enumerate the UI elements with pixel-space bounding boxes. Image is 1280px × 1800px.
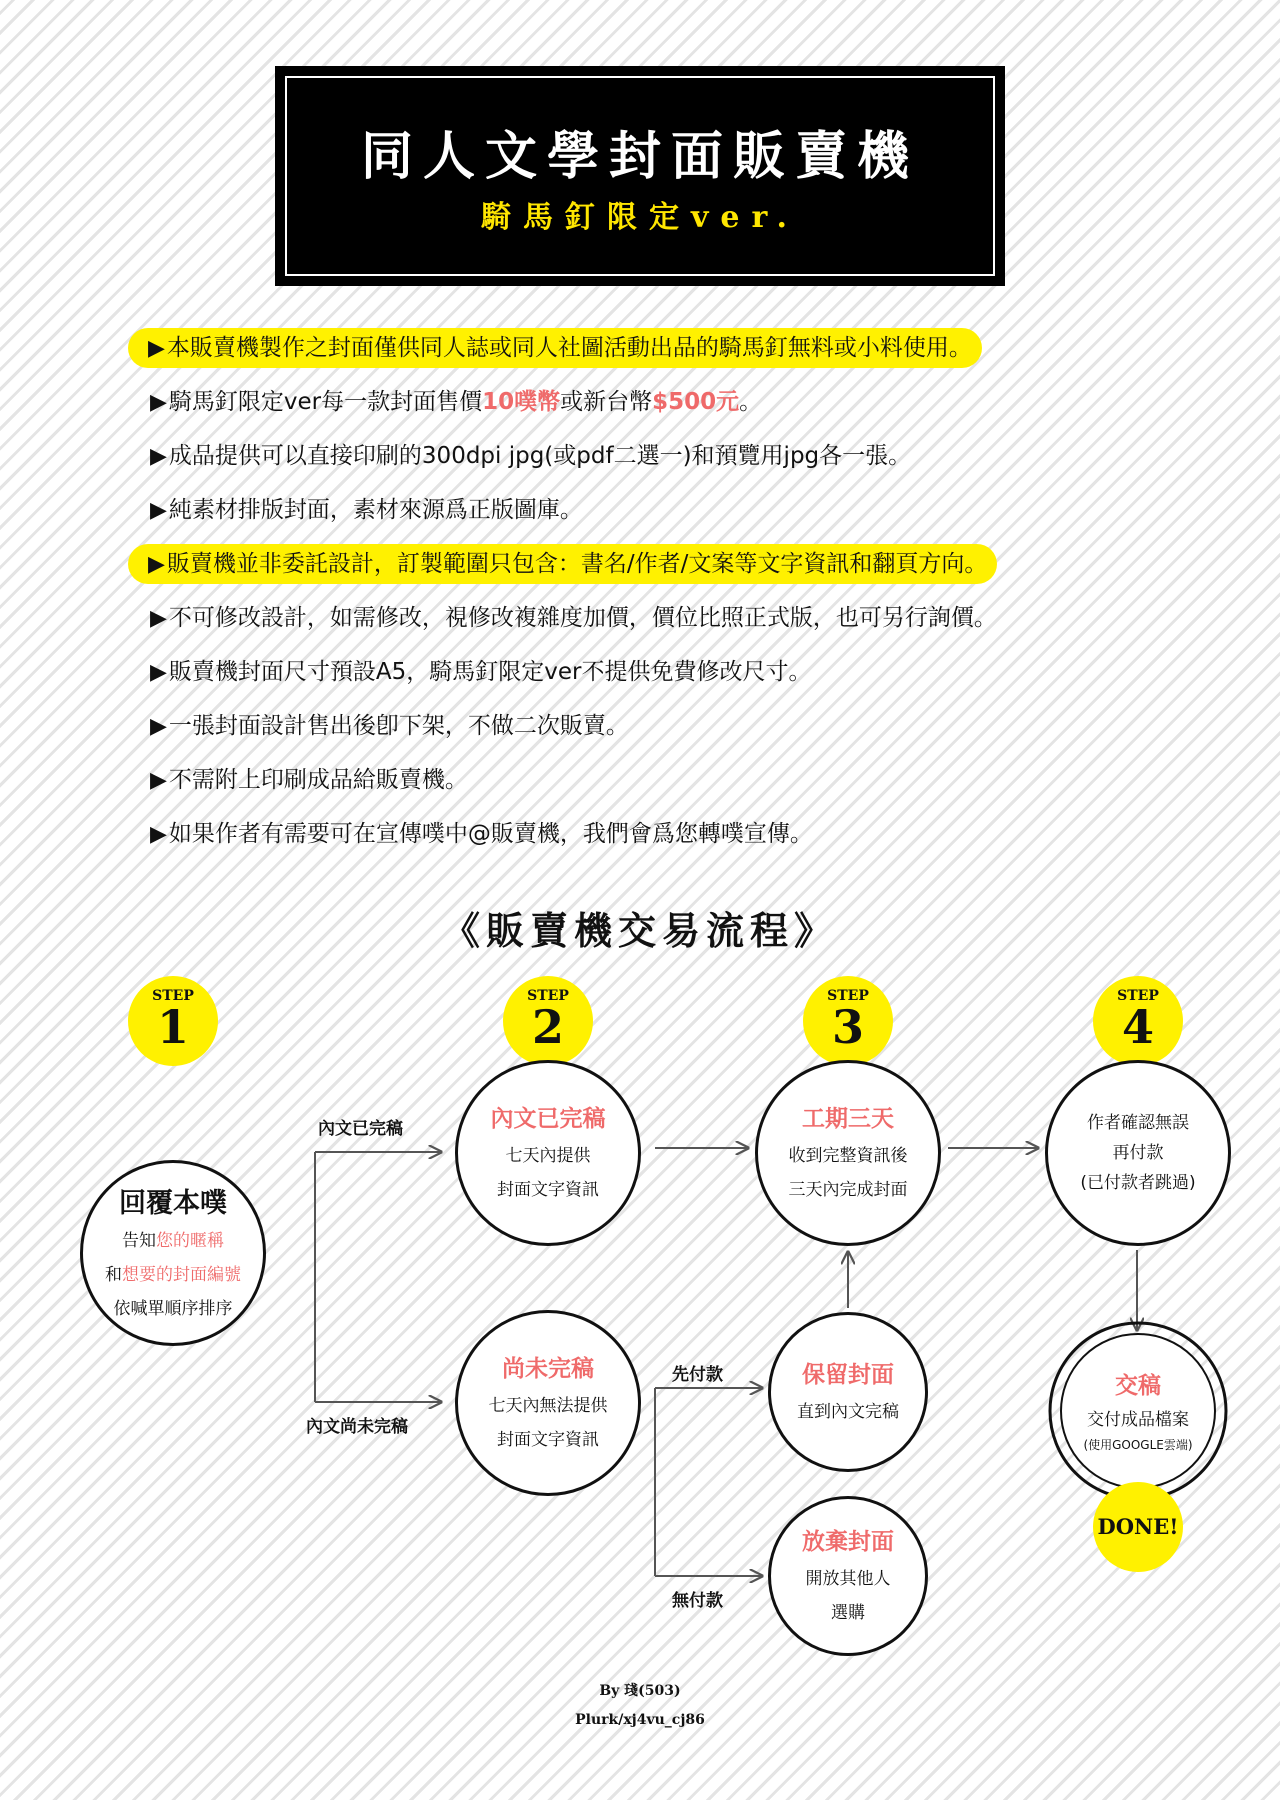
node-abandon-cover: [768, 1496, 928, 1656]
step-number: 2: [531, 1000, 564, 1054]
rule-text: 騎馬釘限定ver每一款封面售價: [168, 389, 483, 415]
triangle-bullet-icon: ▶: [150, 498, 167, 523]
credit-author: By 琖(503): [599, 1683, 681, 1699]
node-heading: 交稿: [1115, 1372, 1161, 1399]
node-line: 再付款: [1112, 1143, 1164, 1163]
node-work-three-days: [755, 1060, 941, 1246]
edge-label-not-done: 內文尚未完稿: [306, 1417, 408, 1437]
triangle-bullet-icon: ▶: [150, 714, 167, 739]
step-badge-4: [1093, 976, 1183, 1066]
step-number: 3: [831, 1000, 864, 1054]
node-text: 告知: [122, 1230, 156, 1251]
node-line: 封面文字資訊: [497, 1179, 599, 1200]
triangle-bullet-icon: ▶: [150, 444, 167, 469]
node-heading: 保留封面: [802, 1361, 894, 1388]
node-highlight: 您的暱稱: [156, 1230, 224, 1251]
node-heading: 尚未完稿: [502, 1355, 594, 1382]
triangle-bullet-icon: ▶: [148, 552, 165, 577]
triangle-bullet-icon: ▶: [148, 336, 165, 361]
rule-text: 如果作者有需要可在宣傳噗中@販賣機，我們會爲您轉噗宣傳。: [168, 821, 813, 847]
rule-text: 販賣機並非委託設計，訂製範圍只包含：書名/作者/文案等文字資訊和翻頁方向。: [166, 551, 988, 577]
node-line: 依喊單順序排序: [113, 1298, 233, 1319]
step-number: 1: [156, 1000, 189, 1054]
rule-text: 本販賣機製作之封面僅供同人誌或同人社圖活動出品的騎馬釘無料或小料使用。: [166, 335, 972, 361]
price-ntd: $500元: [652, 389, 740, 415]
rule-text: 不可修改設計，如需修改，視修改複雜度加價，價位比照正式版，也可另行詢價。: [168, 605, 997, 631]
step-label: STEP: [527, 988, 569, 1004]
triangle-bullet-icon: ▶: [150, 390, 167, 415]
node-text: 和: [105, 1264, 122, 1285]
step-badge-2: [503, 976, 593, 1066]
flow-title: 《販賣機交易流程》: [441, 908, 838, 953]
rule-text: 。: [739, 389, 763, 415]
triangle-bullet-icon: ▶: [150, 822, 167, 847]
node-highlight: 想要的封面編號: [122, 1264, 241, 1285]
node-heading: 放棄封面: [802, 1528, 894, 1555]
price-plurk-coins: 10噗幣: [482, 389, 561, 415]
rule-text: 販賣機封面尺寸預設A5，騎馬釘限定ver不提供免費修改尺寸。: [168, 659, 812, 685]
rule-text: 一張封面設計售出後卽下架，不做二次販賣。: [168, 713, 629, 739]
node-line: 封面文字資訊: [497, 1429, 599, 1450]
node-line: 三天內完成封面: [788, 1179, 908, 1200]
node-deliver: [1060, 1333, 1216, 1489]
node-not-done: [455, 1310, 641, 1496]
step-badge-3: [803, 976, 893, 1066]
node-line: 七天內提供: [505, 1145, 591, 1166]
rule-text: 純素材排版封面，素材來源爲正版圖庫。: [168, 497, 583, 523]
step-label: STEP: [1117, 988, 1159, 1004]
node-text-done: [455, 1060, 641, 1246]
node-line: 交付成品檔案: [1087, 1409, 1189, 1430]
step-label: STEP: [827, 988, 869, 1004]
step-label: STEP: [152, 988, 194, 1004]
node-reply-plurk: [80, 1160, 266, 1346]
node-heading: 內文已完稿: [490, 1105, 606, 1132]
page-title: 同人文學封面販賣機: [360, 126, 919, 187]
credit-plurk: Plurk/xj4vu_cj86: [575, 1712, 705, 1728]
node-line: 選購: [831, 1602, 865, 1623]
triangle-bullet-icon: ▶: [150, 606, 167, 631]
page-subtitle: 騎馬釘限定ver.: [480, 200, 799, 235]
node-heading: 工期三天: [802, 1105, 894, 1132]
rule-text: 成品提供可以直接印刷的300dpi jpg(或pdf二選一)和預覽用jpg各一張。: [168, 443, 912, 469]
node-line: 作者確認無誤: [1087, 1113, 1189, 1133]
rule-text: 或新台幣: [560, 389, 653, 415]
node-line: 開放其他人: [805, 1568, 891, 1589]
edge-label-done: 內文已完稿: [318, 1119, 403, 1139]
edge-label-unpaid: 無付款: [672, 1591, 723, 1611]
node-line: 收到完整資訊後: [788, 1145, 908, 1166]
node-line: (已付款者跳過): [1080, 1173, 1196, 1193]
step-number: 4: [1121, 1000, 1154, 1054]
node-confirm-pay: [1045, 1060, 1231, 1246]
node-heading: 回覆本噗: [119, 1187, 227, 1219]
node-line: [105, 1258, 241, 1292]
edge-label-paid: 先付款: [672, 1365, 723, 1385]
done-badge: DONE!: [1093, 1482, 1183, 1572]
node-line: 七天內無法提供: [488, 1395, 608, 1416]
step-badge-1: [128, 976, 218, 1066]
node-line: (使用GOOGLE雲端): [1083, 1437, 1193, 1452]
rule-text: 不需附上印刷成品給販賣機。: [168, 767, 468, 793]
triangle-bullet-icon: ▶: [150, 768, 167, 793]
node-line: 直到內文完稿: [797, 1401, 899, 1422]
triangle-bullet-icon: ▶: [150, 660, 167, 685]
node-reserve-cover: [768, 1312, 928, 1472]
node-line: [122, 1224, 224, 1258]
